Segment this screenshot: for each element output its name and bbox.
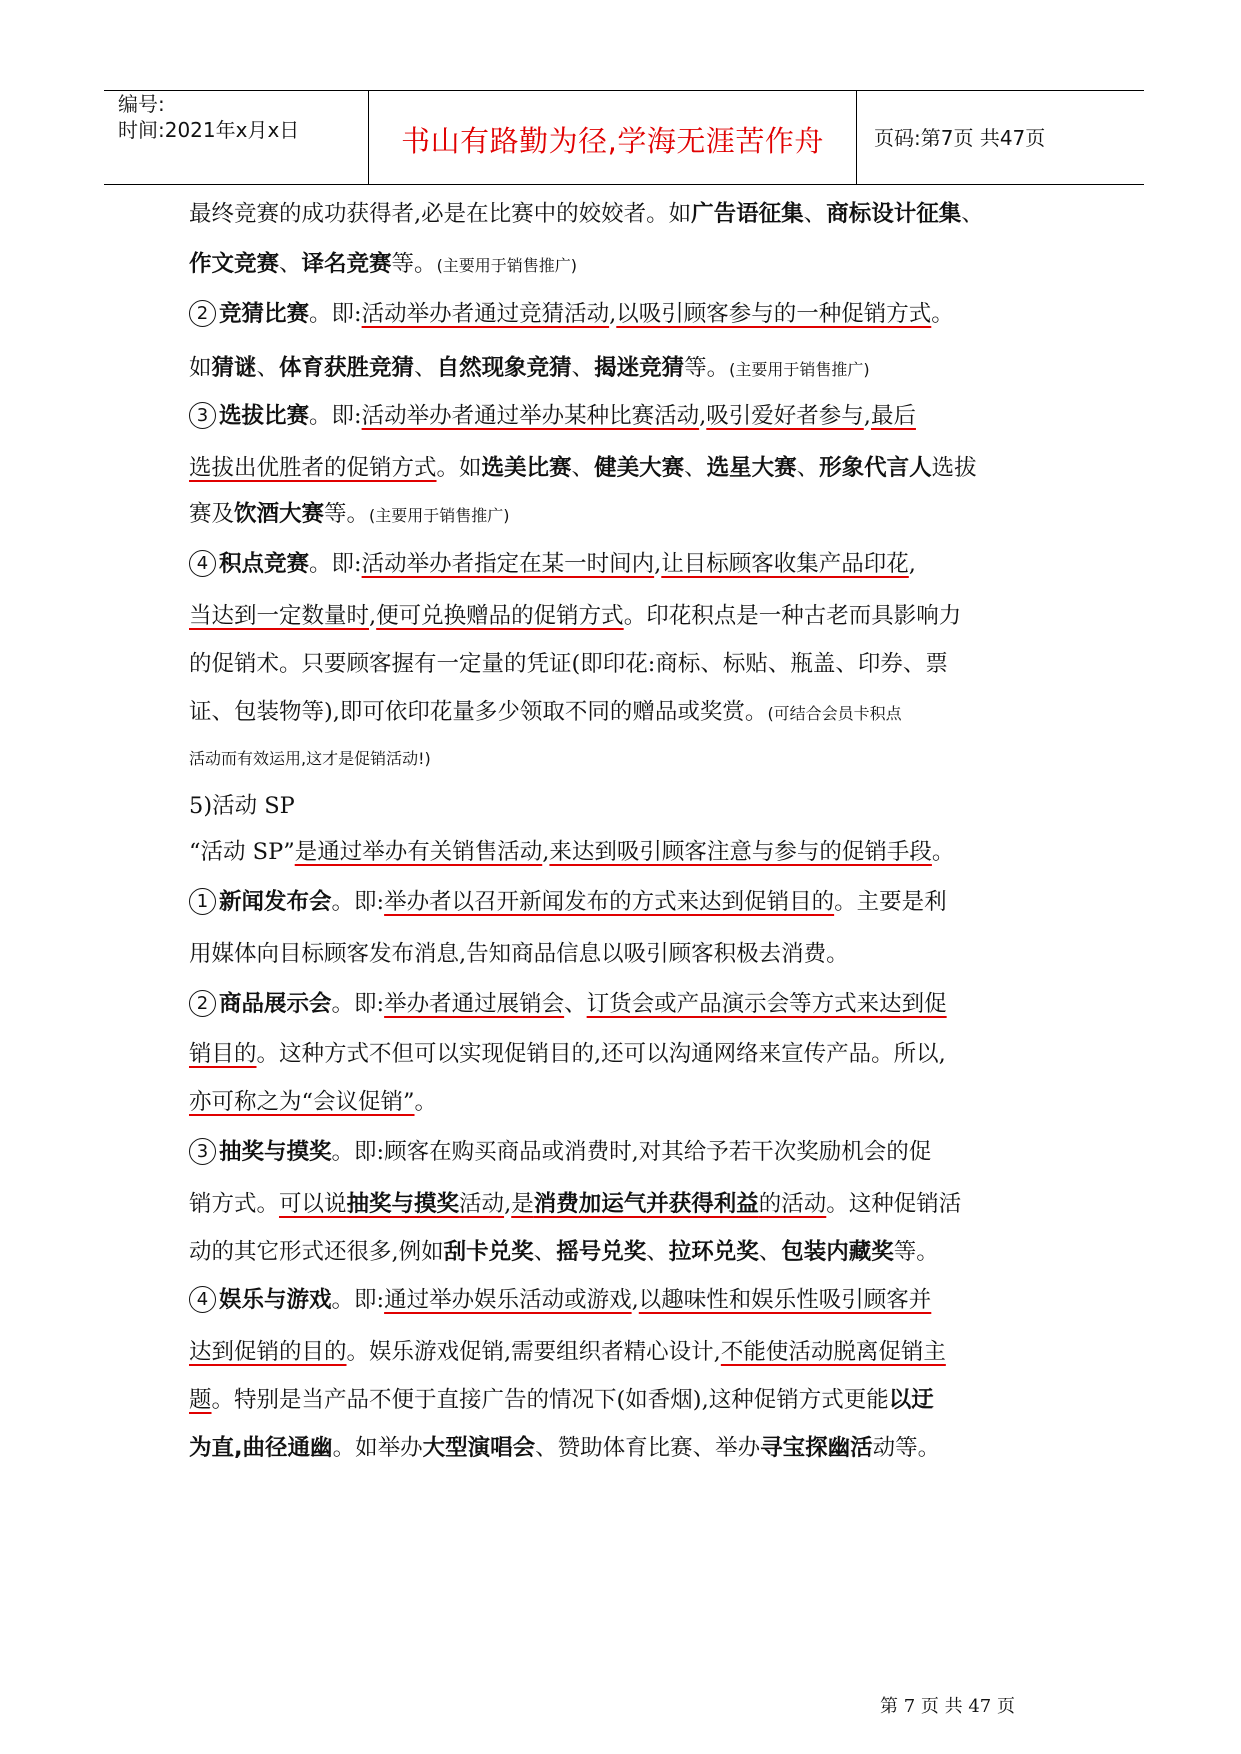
circled-number: 3 <box>189 1138 216 1165</box>
page-footer: 第 7 页 共 47 页 <box>880 1696 1015 1717</box>
text-line: 3 抽奖与摸奖。即:顾客在购买商品或消费时,对其给予若干次奖励机会的促 <box>189 1134 931 1166</box>
circled-number: 3 <box>189 402 216 429</box>
page-header <box>104 90 1144 185</box>
text-line: “活动 SP”是通过举办有关销售活动,来达到吸引顾客注意与参与的促销手段。 <box>189 839 955 865</box>
circled-number: 2 <box>189 990 216 1017</box>
text-line: 1 新闻发布会。即:举办者以召开新闻发布的方式来达到促销目的。主要是利 <box>189 884 947 916</box>
text-line: 2 商品展示会。即:举办者通过展销会、订货会或产品演示会等方式来达到促 <box>189 986 947 1018</box>
text-line: 当达到一定数量时,便可兑换赠品的促销方式。印花积点是一种古老而具影响力 <box>189 603 962 629</box>
text-line: 动的其它形式还很多,例如刮卡兑奖、摇号兑奖、拉环兑奖、包装内藏奖等。 <box>189 1239 939 1265</box>
text-line: 活动而有效运用,这才是促销活动!) <box>189 749 431 768</box>
text-line: 销目的。这种方式不但可以实现促销目的,还可以沟通网络来宣传产品。所以, <box>189 1041 946 1067</box>
text-line: 如猜谜、体育获胜竞猜、自然现象竞猜、揭迷竞猜等。(主要用于销售推广) <box>189 355 870 381</box>
circled-number: 1 <box>189 888 216 915</box>
text-line: 最终竞赛的成功获得者,必是在比赛中的姣姣者。如广告语征集、商标设计征集、 <box>189 201 984 227</box>
text-line: 为直,曲径通幽。如举办大型演唱会、赞助体育比赛、举办寻宝探幽活动等。 <box>189 1435 941 1461</box>
circled-number: 2 <box>189 300 216 327</box>
text-line: 的促销术。只要顾客握有一定量的凭证(即印花:商标、标贴、瓶盖、印券、票 <box>189 651 948 677</box>
text-line: 选拔出优胜者的促销方式。如选美比赛、健美大赛、选星大赛、形象代言人选拔 <box>189 455 977 481</box>
text-line: 题。特别是当产品不便于直接广告的情况下(如香烟),这种促销方式更能以迂 <box>189 1387 934 1413</box>
text-line: 4 积点竞赛。即:活动举办者指定在某一时间内,让目标顾客收集产品印花, <box>189 546 916 578</box>
doc-date: 时间:2021年x月x日 <box>118 118 300 142</box>
text-line: 4 娱乐与游戏。即:通过举办娱乐活动或游戏,以趣味性和娱乐性吸引顾客并 <box>189 1282 931 1314</box>
text-line: 2 竞猜比赛。即:活动举办者通过竞猜活动,以吸引顾客参与的一种促销方式。 <box>189 296 954 328</box>
text-line: 赛及饮酒大赛等。(主要用于销售推广) <box>189 501 510 527</box>
text-line: 用媒体向目标顾客发布消息,告知商品信息以吸引顾客积极去消费。 <box>189 941 849 967</box>
header-motto: 书山有路勤为径,学海无涯苦作舟 <box>401 124 824 158</box>
header-divider <box>856 91 857 184</box>
text-line: 达到促销的目的。娱乐游戏促销,需要组织者精心设计,不能使活动脱离促销主 <box>189 1339 946 1365</box>
header-meta <box>118 91 370 184</box>
text-line: 销方式。可以说抽奖与摸奖活动,是消费加运气并获得利益的活动。这种促销活 <box>189 1191 962 1217</box>
text-line: 3 选拔比赛。即:活动举办者通过举办某种比赛活动,吸引爱好者参与,最后 <box>189 398 916 430</box>
text-line: 证、包装物等),即可依印花量多少领取不同的赠品或奖赏。(可结合会员卡积点 <box>189 699 902 725</box>
text-line: 亦可称之为“会议促销”。 <box>189 1089 438 1115</box>
header-page-info: 页码:第7页 共47页 <box>874 126 1046 150</box>
circled-number: 4 <box>189 1286 216 1313</box>
text-line: 作文竞赛、译名竞赛等。(主要用于销售推广) <box>189 251 578 277</box>
circled-number: 4 <box>189 550 216 577</box>
doc-number-label: 编号: <box>118 92 165 116</box>
section-heading: 5)活动 SP <box>189 793 295 819</box>
